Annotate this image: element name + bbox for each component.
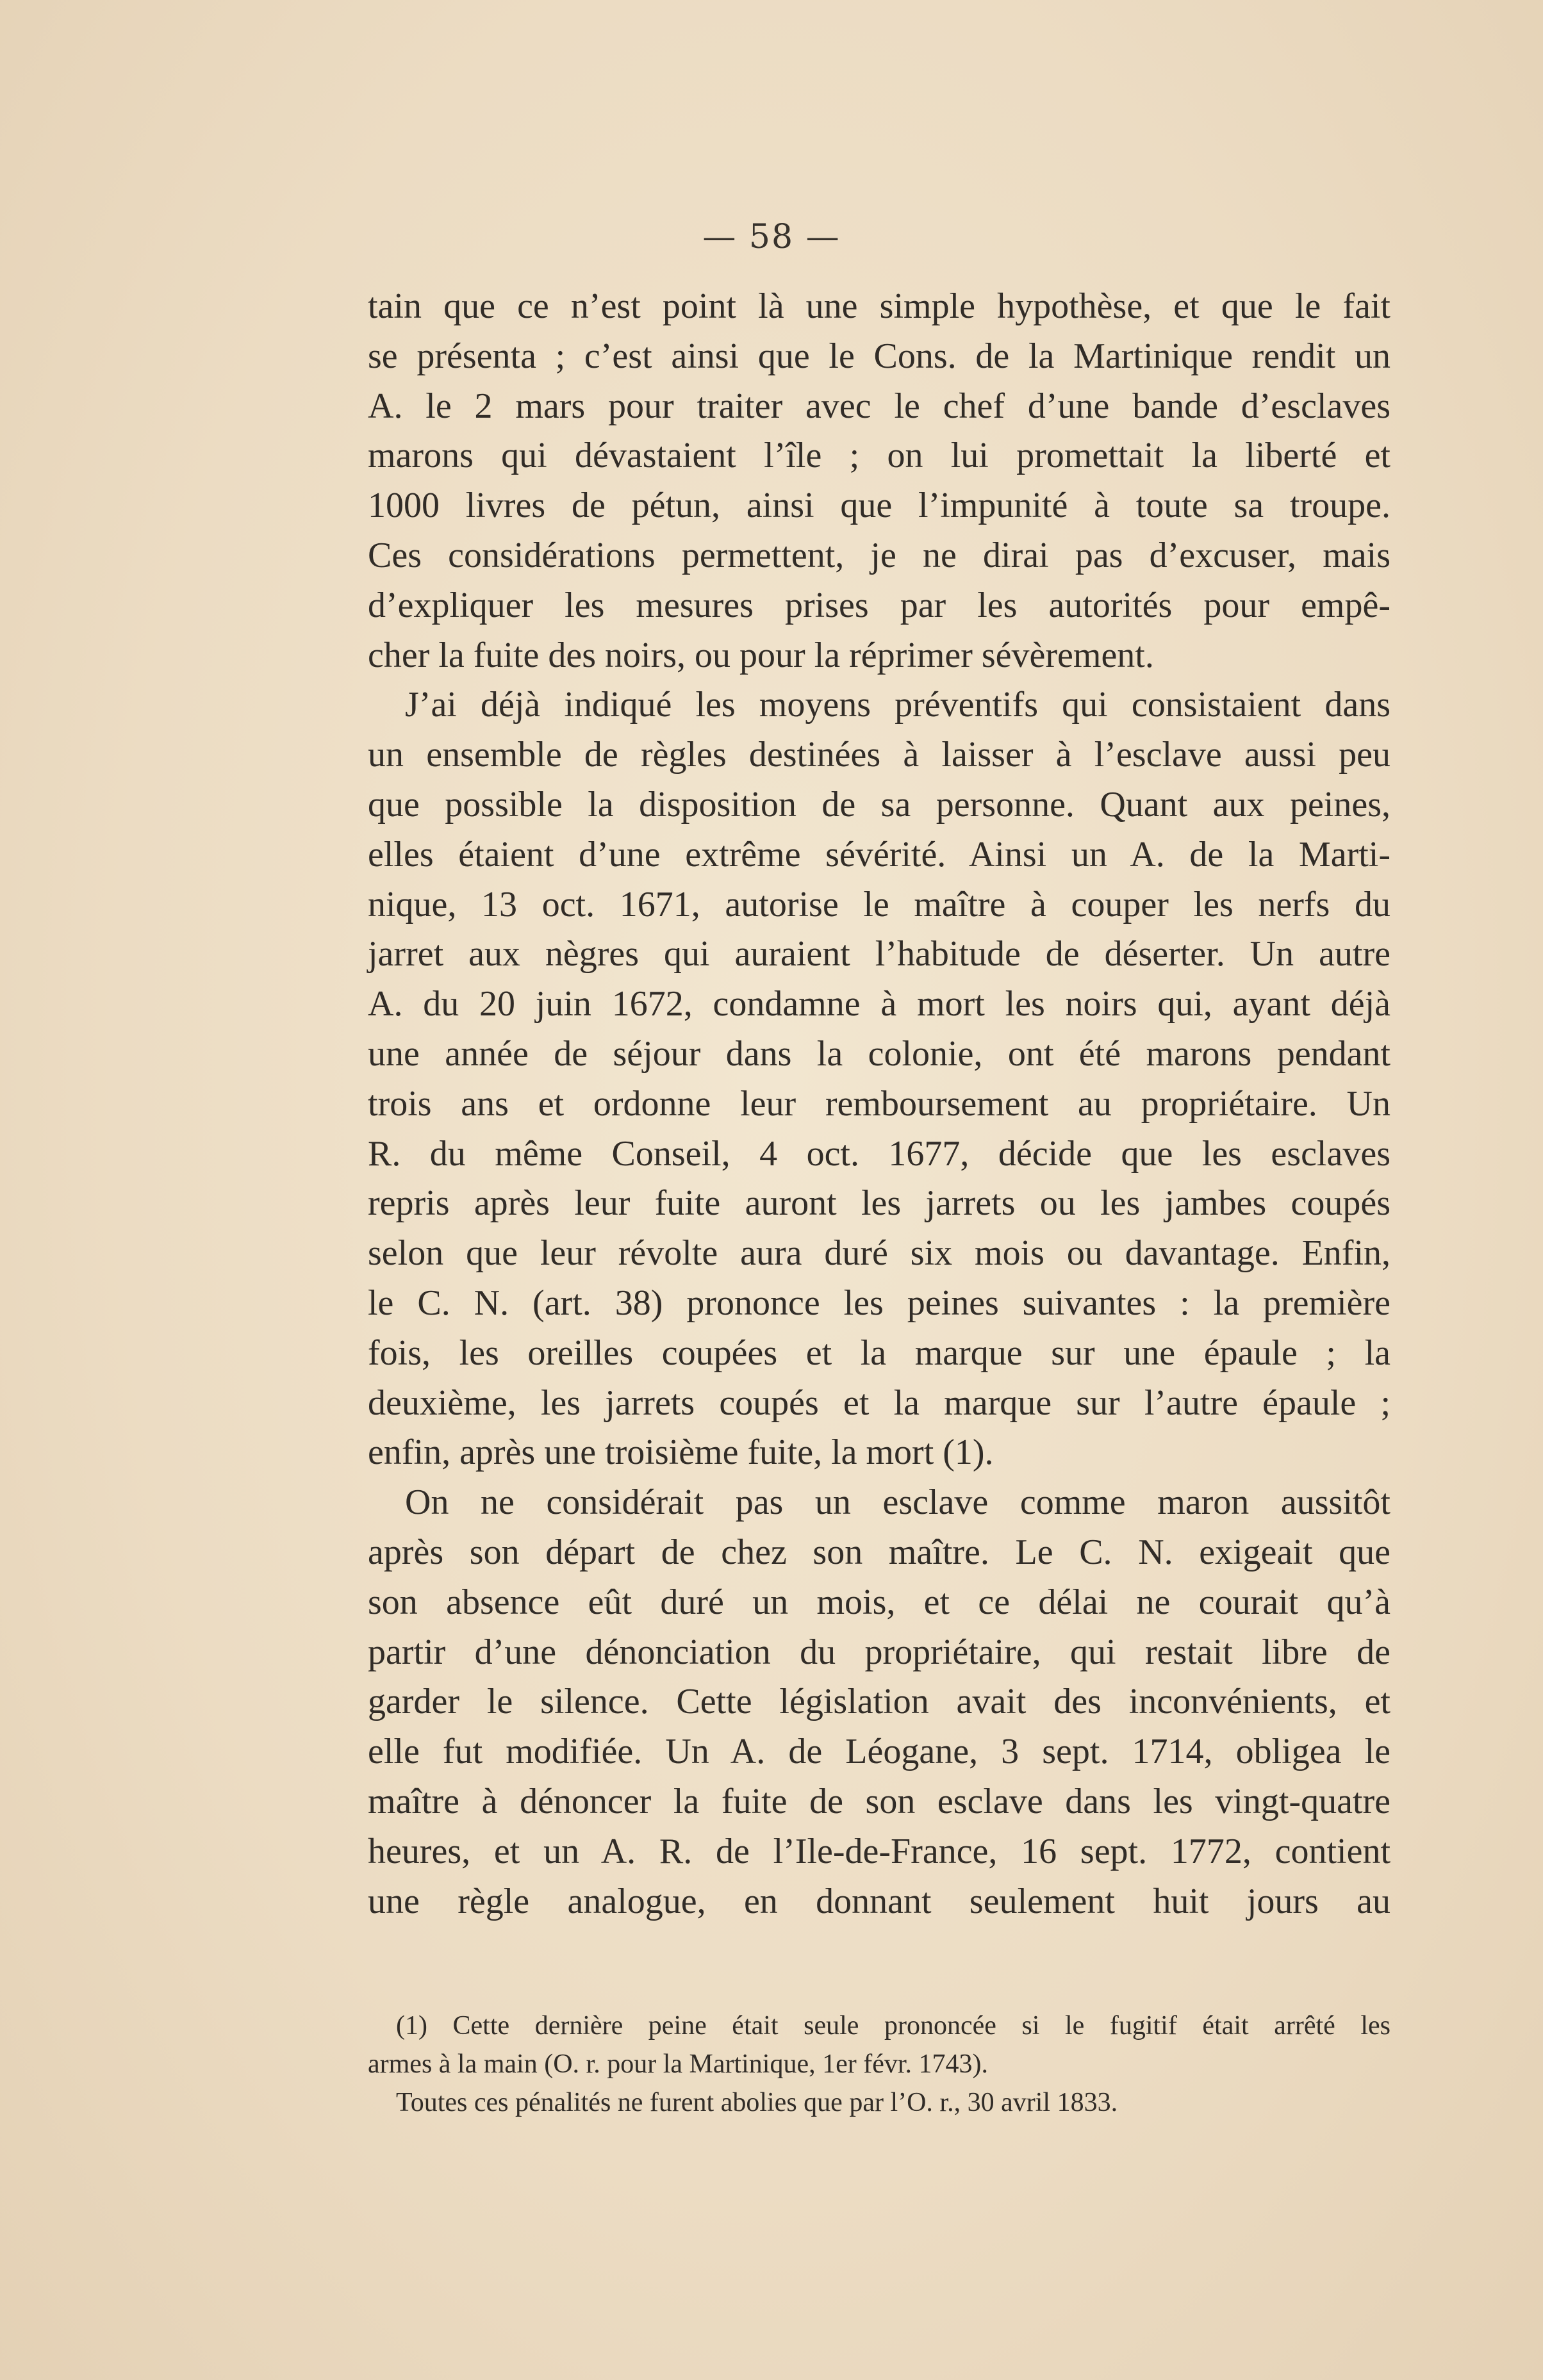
text-line: après son départ de chez son maître. Le C. N. exigeait que (368, 1532, 1390, 1572)
text-line: elles étaient d’une extrême sévérité. Ainsi un A. de la Marti- (368, 834, 1390, 874)
text-line: enfin, après une troisième fuite, la mort (1). (368, 1432, 994, 1473)
text-line: d’expliquer les mesures prises par les autorités pour empê- (368, 585, 1390, 625)
text-line: jarret aux nègres qui auraient l’habitude de déserter. Un autre (368, 934, 1390, 974)
text-line: une année de séjour dans la colonie, ont été marons pendant (368, 1033, 1390, 1074)
text-line: se présenta ; c’est ainsi que le Cons. de la Martinique rendit un (368, 336, 1390, 376)
page-number: — 58 — (702, 218, 841, 256)
text-line: trois ans et ordonne leur remboursement au propriétaire. Un (368, 1083, 1390, 1124)
text-line: Ces considérations permettent, je ne dirai pas d’excuser, mais (368, 535, 1390, 575)
text-line: fois, les oreilles coupées et la marque sur une épaule ; la (368, 1333, 1390, 1373)
main-text (368, 282, 1390, 1926)
text-line: marons qui dévastaient l’île ; on lui promettait la liberté et (368, 436, 1390, 476)
text-line: le C. N. (art. 38) prononce les peines suivantes : la première (368, 1283, 1390, 1323)
text-line: cher la fuite des noirs, ou pour la réprimer sévèrement. (368, 635, 1154, 675)
text-line: deuxième, les jarrets coupés et la marque sur l’autre épaule ; (368, 1383, 1390, 1423)
text-line: une règle analogue, en donnant seulement huit jours au (368, 1881, 1390, 1921)
text-line: un ensemble de règles destinées à laisser à l’esclave aussi peu (368, 735, 1390, 775)
text-line: A. du 20 juin 1672, condamne à mort les noirs qui, ayant déjà (368, 984, 1390, 1024)
text-line: 1000 livres de pétun, ainsi que l’impunité à toute sa troupe. (368, 486, 1390, 526)
text-line: repris après leur fuite auront les jarrets ou les jambes coupés (368, 1183, 1390, 1224)
text-line: son absence eût duré un mois, et ce délai ne courait qu’à (368, 1582, 1390, 1622)
text-line: heures, et un A. R. de l’Ile-de-France, 16 sept. 1772, contient (368, 1831, 1390, 1871)
text-line: partir d’une dénonciation du propriétaire, qui restait libre de (368, 1632, 1390, 1672)
footnote-line: Toutes ces pénalités ne furent abolies que par l’O. r., 30 avril 1833. (396, 2088, 1118, 2117)
text-line: A. le 2 mars pour traiter avec le chef d’une bande d’esclaves (368, 386, 1390, 426)
text-line: garder le silence. Cette législation avait des inconvénients, et (368, 1682, 1390, 1722)
footnote-line: armes à la main (O. r. pour la Martinique, 1er févr. 1743). (368, 2049, 989, 2079)
text-line: nique, 13 oct. 1671, autorise le maître à couper les nerfs du (368, 884, 1390, 924)
footnote-line: (1) Cette dernière peine était seule prononcée si le fugitif était arrêté les (396, 2011, 1390, 2040)
text-line: maître à dénoncer la fuite de son esclave dans les vingt-quatre (368, 1781, 1390, 1821)
text-line: J’ai déjà indiqué les moyens préventifs qui consistaient dans (405, 685, 1390, 725)
text-line: selon que leur révolte aura duré six mois ou davantage. Enfin, (368, 1233, 1390, 1274)
footnotes (368, 2007, 1390, 2122)
text-line: que possible la disposition de sa personne. Quant aux peines, (368, 784, 1390, 825)
text-line: elle fut modifiée. Un A. de Léogane, 3 sept. 1714, obligea le (368, 1732, 1390, 1772)
text-line: R. du même Conseil, 4 oct. 1677, décide que les esclaves (368, 1133, 1390, 1174)
text-line: On ne considérait pas un esclave comme maron aussitôt (405, 1482, 1390, 1523)
text-line: tain que ce n’est point là une simple hypothèse, et que le fait (368, 286, 1390, 326)
